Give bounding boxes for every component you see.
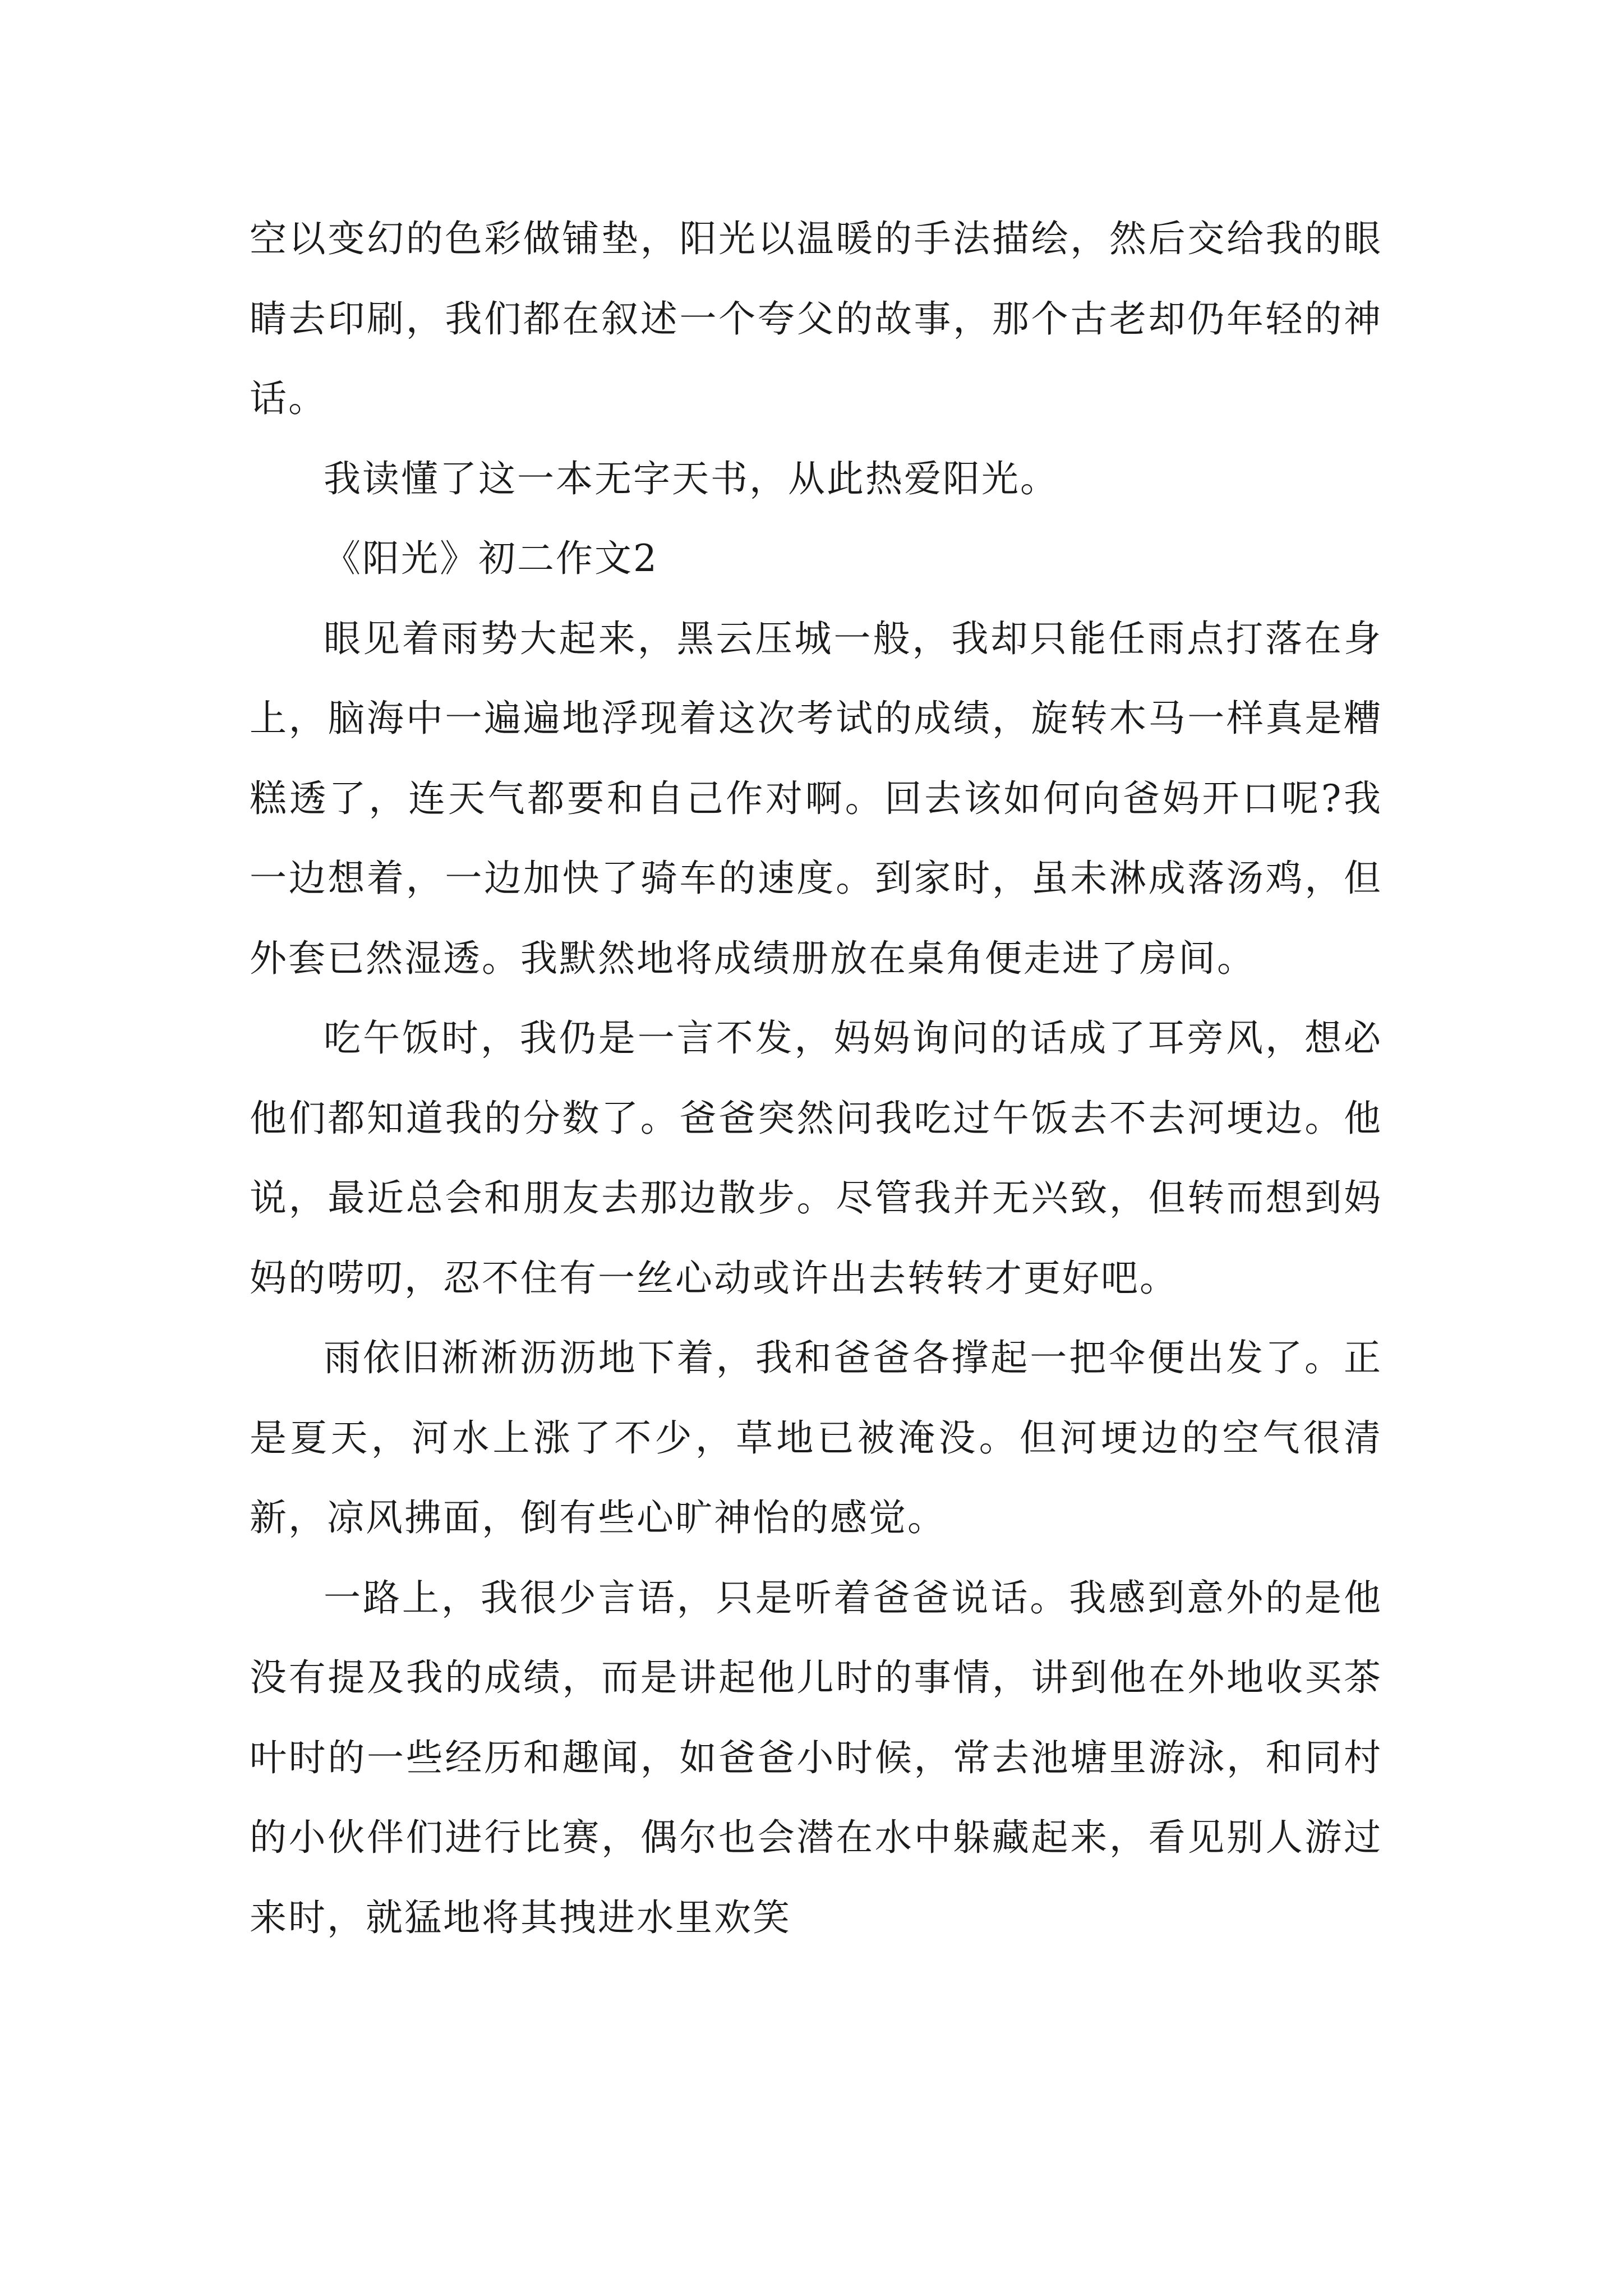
paragraph: 吃午饭时，我仍是一言不发，妈妈询问的话成了耳旁风，想必他们都知道我的分数了。爸爸突然问我吃过午饭去不去河埂边。他说，最近总会和朋友去那边散步。尽管我并无兴致，但转而想到妈妈的唠叨，忍不住有一丝心动或许出去转转才更好吧。 xyxy=(250,1016,1382,1300)
document-body xyxy=(250,199,1382,1958)
paragraph: 一路上，我很少言语，只是听着爸爸说话。我感到意外的是他没有提及我的成绩，而是讲起他儿时的事情，讲到他在外地收买茶叶时的一些经历和趣闻，如爸爸小时候，常去池塘里游泳，和同村的小伙伴们进行比赛，偶尔也会潜在水中躲藏起来，看见别人游过来时，就猛地将其拽进水里欢笑 xyxy=(250,1576,1382,1939)
paragraph: 眼见着雨势大起来，黑云压城一般，我却只能任雨点打落在身上，脑海中一遍遍地浮现着这次考试的成绩，旋转木马一样真是糟糕透了，连天气都要和自己作对啊。回去该如何向爸妈开口呢?我一边想着，一边加快了骑车的速度。到家时，虽未淋成落汤鸡，但外套已然湿透。我默然地将成绩册放在桌角便走进了房间。 xyxy=(250,616,1382,980)
paragraph: 雨依旧淅淅沥沥地下着，我和爸爸各撑起一把伞便出发了。正是夏天，河水上涨了不少，草地已被淹没。但河埂边的空气很清新，凉风拂面，倒有些心旷神怡的感觉。 xyxy=(250,1336,1382,1539)
paragraph: 我读懂了这一本无字天书，从此热爱阳光。 xyxy=(324,457,1059,500)
paragraph-continuation: 空以变幻的色彩做铺垫，阳光以温暖的手法描绘，然后交给我的眼睛去印刷，我们都在叙述一个夸父的故事，那个古老却仍年轻的神话。 xyxy=(250,217,1382,420)
essay-heading: 《阳光》初二作文2 xyxy=(324,537,658,580)
